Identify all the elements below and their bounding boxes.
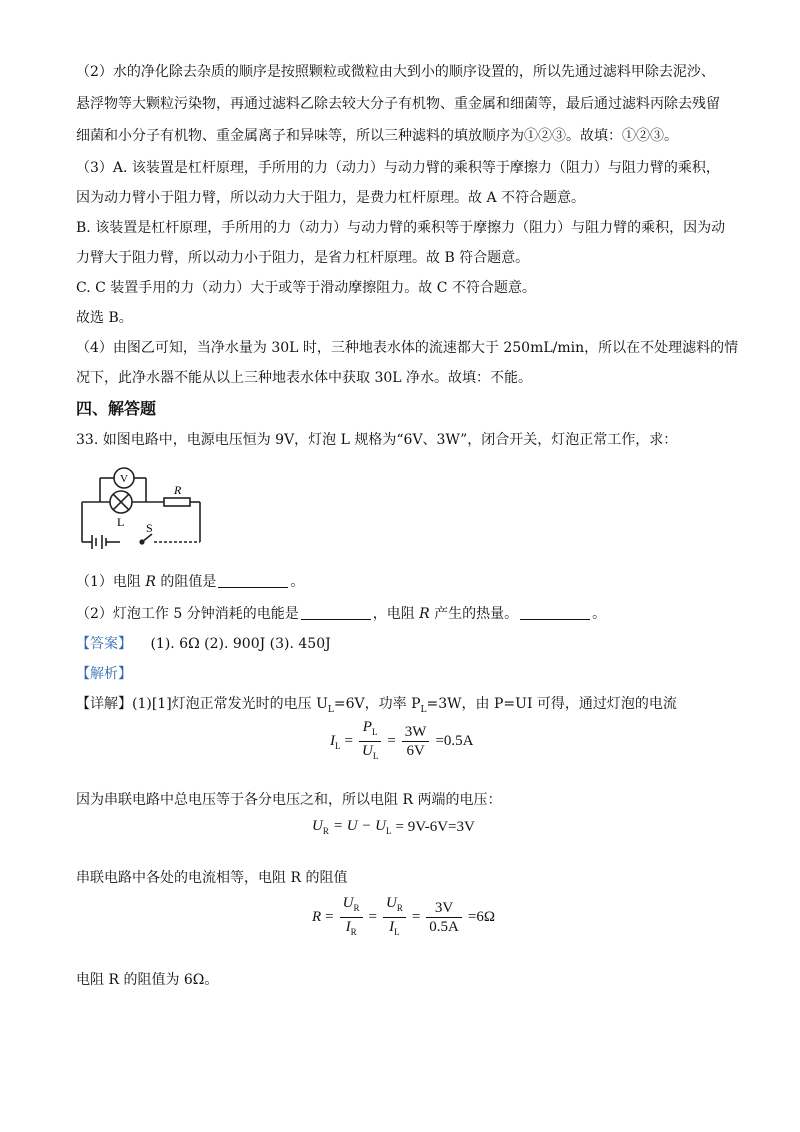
text-line: C. C 装置手用的力（动力）大于或等于滑动摩擦阻力。故 C 不符合题意。: [76, 280, 536, 296]
analysis-tag: 【解析】: [76, 666, 132, 682]
question-33: 33. 如图电路中，电源电压恒为 9V，灯泡 L 规格为“6V、3W”，闭合开关，灯泡正常工作，求：: [76, 432, 678, 448]
text-line: 因为动力臂小于阻力臂，所以动力大于阻力，是费力杠杆原理。故 A 不符合题意。: [76, 190, 586, 206]
voltmeter-label: V: [120, 473, 128, 485]
sub-question-1: （1）电阻 R 的阻值是 。: [76, 574, 305, 590]
answer-blank: [520, 605, 590, 620]
text-line: 力臂大于阻力臂，所以动力小于阻力，是省力杠杆原理。故 B 符合题意。: [76, 250, 530, 266]
formula-current: $I_L$ = $\frac{P_L}{U_L}$ = $\frac{3W}{6V}$ =0.5A: [330, 719, 474, 761]
answer-line: [76, 634, 331, 654]
bulb-label: L: [117, 515, 125, 529]
text-line: 况下，此净水器不能从以上三种地表水体中获取 30L 净水。故填：不能。: [76, 370, 533, 386]
formula-voltage: $U_R$ = $U - U_L$ = 9V-6V=3V: [312, 818, 475, 836]
text-line: （4）由图乙可知，当净水量为 30L 时，三种地表水体的流速都大于 250mL/min，所以在不处理滤料的情: [76, 340, 739, 356]
detail-line: 【详解】(1)[1]灯泡正常发光时的电压 $U_L=6V$，功率 $P_L=3W$，由 P=UI 可得，通过灯泡的电流: [76, 696, 677, 715]
text-line: 因为串联电路中总电压等于各分电压之和，所以电阻 R 两端的电压：: [76, 792, 502, 808]
answer-text: (1). 6Ω (2). 900J (3). 450J: [150, 636, 331, 652]
sub-question-2: （2）灯泡工作 5 分钟消耗的电能是 ，电阻 R 产生的热量。 。: [76, 606, 607, 622]
text-line: 悬浮物等大颗粒污染物，再通过滤料乙除去较大分子有机物、重金属和细菌等，最后通过滤料丙除去残留: [76, 96, 720, 112]
analysis-line: [76, 664, 132, 684]
text-line: 故选 B。: [76, 310, 133, 326]
conclusion-line: 电阻 R 的阻值为 6Ω。: [76, 972, 219, 988]
text-line: （2）水的净化除去杂质的顺序是按照颗粒或微粒由大到小的顺序设置的，所以先通过滤料甲除去泥沙、: [76, 64, 715, 80]
answer-blank: [301, 605, 371, 620]
resistor-label: R: [174, 483, 182, 497]
text-line: 细菌和小分子有机物、重金属离子和异味等，所以三种滤料的填放顺序为①②③。故填：①②③。: [76, 128, 678, 144]
text-line: （3）A. 该装置是杠杆原理，手所用的力（动力）与动力臂的乘积等于摩擦力（阻力）与阻力臂的乘积，: [76, 160, 720, 176]
answer-tag: 【答案】: [76, 636, 132, 652]
section-heading: 四、解答题: [76, 399, 157, 418]
answer-blank: [218, 573, 288, 588]
switch-label: S: [146, 521, 153, 535]
circuit-diagram: [76, 462, 206, 552]
text-line: 串联电路中各处的电流相等，电阻 R 的阻值: [76, 870, 348, 886]
formula-resistance: R = $\frac{U_R}{I_R}$ = $\frac{U_R}{I_L}$ = $\frac{3V}{0.5A}$ =6Ω: [312, 895, 495, 937]
text-line: B. 该装置是杠杆原理，手所用的力（动力）与动力臂的乘积等于摩擦力（阻力）与阻力臂的乘积，因为动: [76, 220, 726, 236]
